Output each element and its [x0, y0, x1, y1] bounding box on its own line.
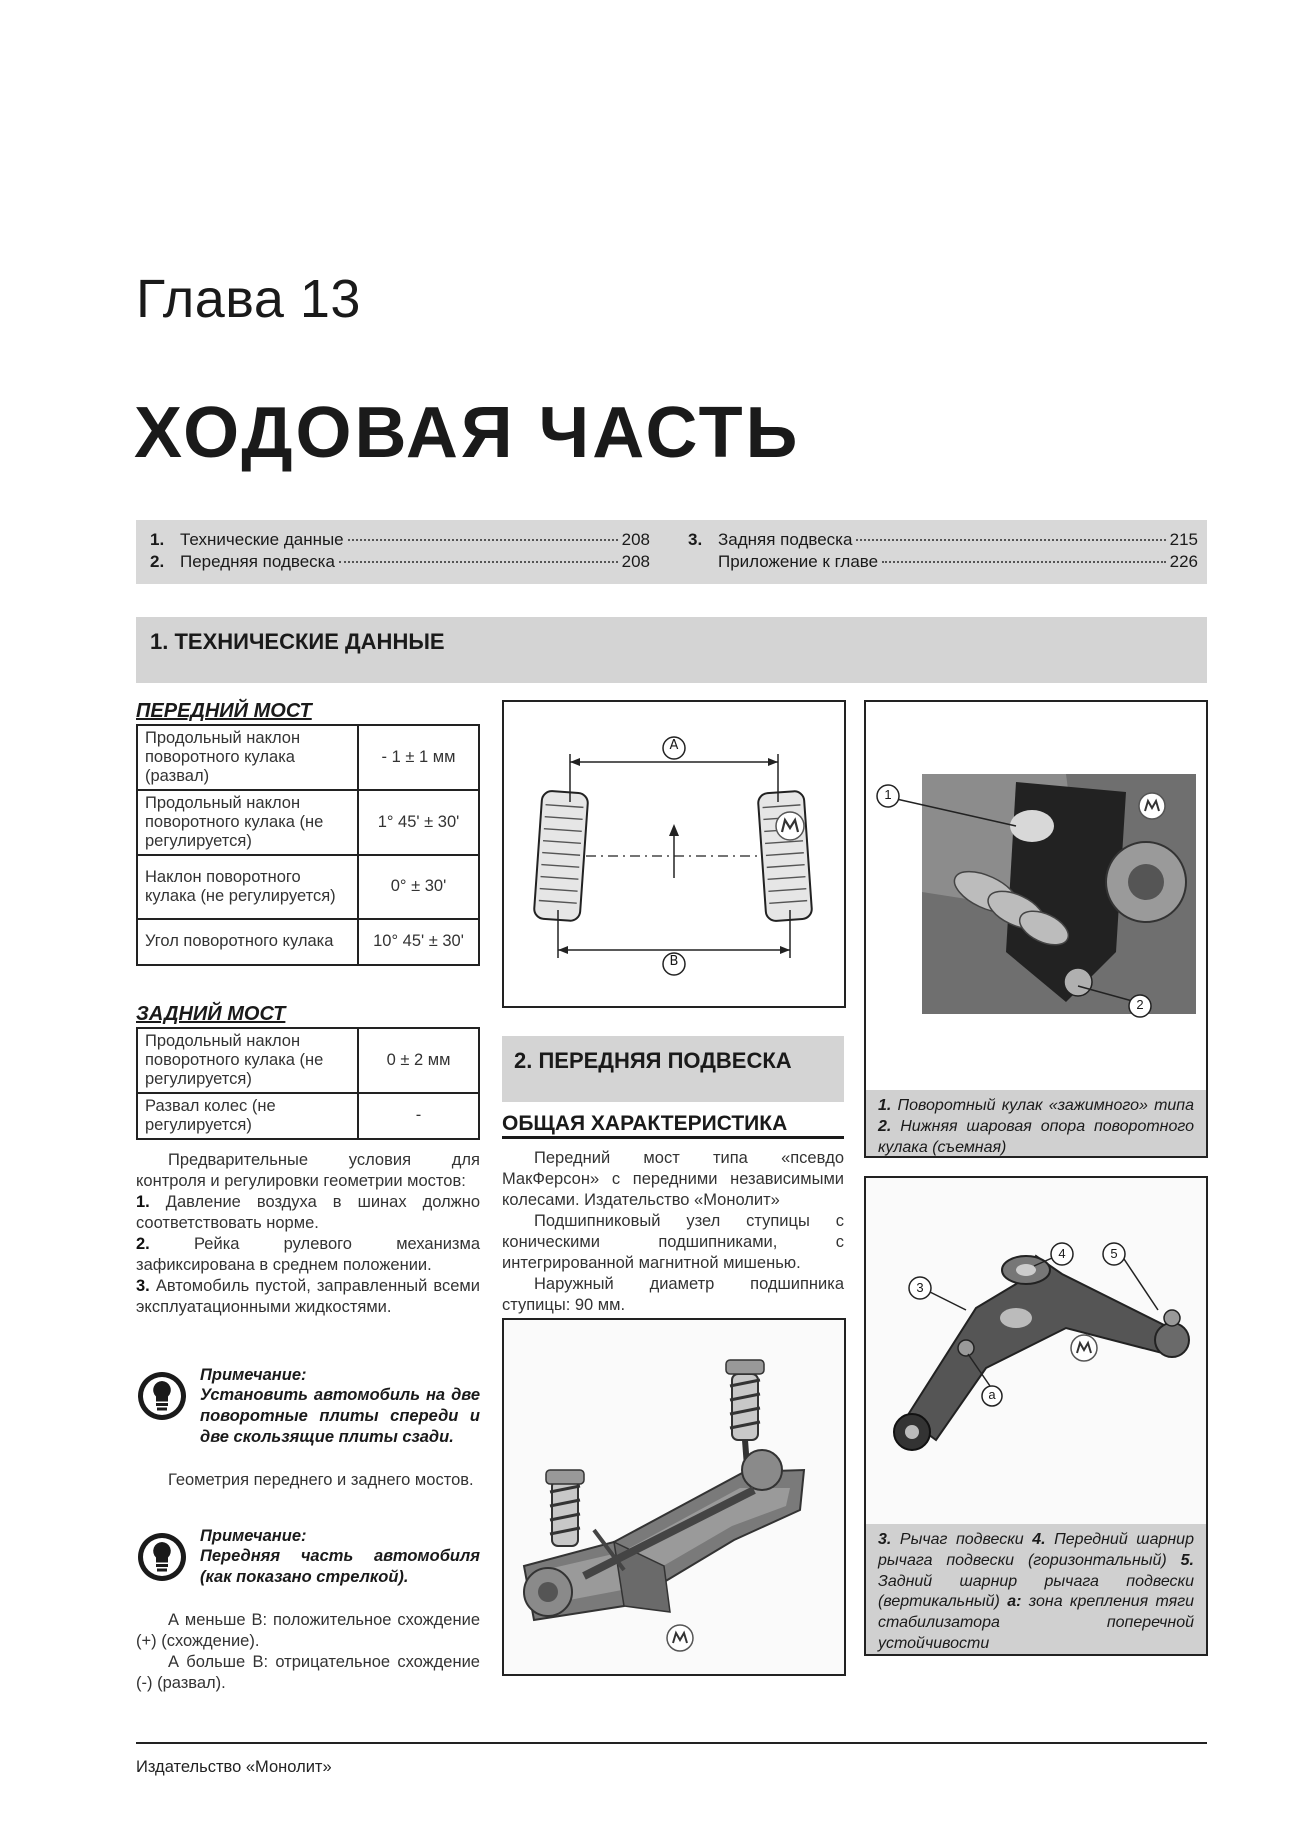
toc-entry[interactable]	[150, 552, 650, 572]
toc-entry[interactable]	[688, 552, 1198, 572]
toc-number: 1.	[150, 530, 165, 549]
rear-axle-table	[136, 1027, 480, 1140]
monolit-logo-icon	[667, 1625, 693, 1651]
callout-3: 3	[916, 1280, 924, 1295]
section-title: 2. ПЕРЕДНЯЯ ПОДВЕСКА	[514, 1048, 792, 1073]
item-number: 1.	[136, 1192, 150, 1211]
callout-5: 5	[1110, 1246, 1118, 1261]
caption-num: 2.	[878, 1117, 892, 1135]
toc-page: 208	[621, 530, 650, 549]
callout-2: 2	[1136, 997, 1144, 1012]
section-title: 1. ТЕХНИЧЕСКИЕ ДАННЫЕ	[150, 629, 445, 654]
rear-axle-heading: ЗАДНИЙ МОСТ	[136, 1003, 286, 1025]
item-text: Давление воздуха в шинах должно соответствовать норме.	[136, 1192, 480, 1232]
value-cell: 1° 45' ± 30'	[358, 790, 479, 855]
table-row	[137, 1028, 479, 1093]
dimension-a-label: A	[669, 738, 679, 753]
caption-text: Передний шарнир рычага подвески (горизонтальный)	[878, 1531, 1194, 1569]
list-item	[136, 1234, 480, 1276]
general-heading: ОБЩАЯ ХАРАКТЕРИСТИКА	[502, 1112, 844, 1139]
caption-text: зона крепления тяги стабилизатора поперечной устойчивости	[878, 1593, 1195, 1652]
note-text: Установить автомобиль на две поворотные плиты спереди и две скользящие плиты сзади.	[200, 1386, 480, 1446]
section-header-tech-data	[136, 617, 1207, 683]
note-text: Передняя часть автомобиля (как показано стрелкой).	[200, 1547, 480, 1586]
param-cell: Продольный наклон поворотного кулака (не регулируется)	[137, 1028, 358, 1093]
knuckle-caption	[864, 1090, 1208, 1158]
caption-num: 4.	[1032, 1531, 1046, 1548]
caption-text: Нижняя шаровая опора поворотного кулака (съемная)	[878, 1117, 1194, 1156]
geometry-paragraph	[136, 1470, 480, 1491]
geometry-text: Геометрия переднего и заднего мостов.	[168, 1471, 474, 1489]
chapter-number: Глава 13	[136, 269, 361, 329]
front-axle-table	[136, 724, 480, 966]
toc-label: Приложение к главе	[718, 552, 879, 571]
value-cell: 0° ± 30'	[358, 855, 479, 919]
callout-4: 4	[1058, 1246, 1066, 1261]
lightbulb-note-icon	[136, 1370, 188, 1422]
monolit-logo-icon	[776, 812, 804, 840]
toc-label: Технические данные	[180, 530, 344, 549]
subframe-illustration	[504, 1320, 844, 1674]
item-number: 3.	[136, 1276, 150, 1295]
toc-page: 215	[1169, 530, 1198, 549]
toc-leader	[882, 561, 1166, 563]
item-number: 2.	[136, 1234, 150, 1253]
toc-label: Задняя подвеска	[718, 530, 853, 549]
monolit-logo-icon	[1071, 1335, 1097, 1361]
chapter-title: ХОДОВАЯ ЧАСТЬ	[134, 393, 801, 473]
left-wheel-icon	[534, 790, 589, 921]
param-cell: Угол поворотного кулака	[137, 919, 358, 965]
toe-less: А меньше В: положительное схождение (+) (схождение).	[136, 1611, 480, 1650]
param-cell: Продольный наклон поворотного кулака (развал)	[137, 725, 358, 790]
conditions-block	[136, 1150, 480, 1318]
knuckle-photo	[864, 700, 1208, 1092]
param-cell: Развал колес (не регулируется)	[137, 1093, 358, 1139]
general-p2: Подшипниковый узел ступицы с коническими подшипниками, с интегрированной магнитной мишенью.	[502, 1211, 844, 1272]
note-1	[136, 1366, 480, 1448]
caption-num: 3.	[878, 1531, 892, 1548]
list-item	[136, 1276, 480, 1318]
toe-more: А больше В: отрицательное схождение (-) (развал).	[136, 1652, 480, 1692]
note-title: Примечание:	[200, 1366, 307, 1384]
table-row	[137, 919, 479, 965]
param-cell: Продольный наклон поворотного кулака (не регулируется)	[137, 790, 358, 855]
toc-page: 208	[621, 552, 650, 571]
caption-num: 5.	[1180, 1551, 1194, 1569]
footer-publisher: Издательство «Монолит»	[136, 1758, 332, 1776]
list-item	[136, 1192, 480, 1234]
toe-diagram	[502, 700, 846, 1008]
dimension-b-label: B	[669, 954, 679, 969]
monolit-logo-icon	[1139, 793, 1165, 819]
item-text: Рейка рулевого механизма зафиксирована в среднем положении.	[136, 1234, 481, 1274]
table-row	[137, 1093, 479, 1139]
param-cell: Наклон поворотного кулака (не регулируется)	[137, 855, 358, 919]
conditions-intro: Предварительные условия для контроля и регулировки геометрии мостов:	[136, 1151, 480, 1190]
front-axle-heading: ПЕРЕДНИЙ МОСТ	[136, 700, 312, 722]
table-of-contents	[136, 520, 1207, 584]
table-row	[137, 725, 479, 790]
toc-leader	[348, 539, 618, 541]
caption-text: Задний шарнир рычага подвески (вертикальный)	[878, 1572, 1194, 1611]
toc-label: Передняя подвеска	[180, 552, 335, 571]
toc-number: 2.	[150, 552, 165, 571]
note-title: Примечание:	[200, 1527, 307, 1545]
general-p1: Передний мост типа «псевдо МакФерсон» с передними независимыми колесами. Издательство «Монолит»	[502, 1149, 844, 1209]
caption-text: Поворотный кулак «зажимного» типа	[897, 1097, 1194, 1114]
value-cell: 10° 45' ± 30'	[358, 919, 479, 965]
caption-num: a:	[1007, 1593, 1022, 1611]
toc-leader	[856, 539, 1165, 541]
lightbulb-note-icon	[136, 1531, 188, 1583]
toc-entry[interactable]	[150, 530, 650, 550]
item-text: Автомобиль пустой, заправленный всеми эксплуатационными жидкостями.	[136, 1276, 480, 1316]
general-text	[502, 1148, 844, 1316]
toc-number: 3.	[688, 530, 703, 549]
control-arm-photo	[864, 1176, 1208, 1526]
value-cell: 0 ± 2 мм	[358, 1028, 479, 1093]
right-wheel-icon	[758, 791, 813, 922]
caption-text: Рычаг подвески	[899, 1531, 1024, 1548]
subframe-photo	[502, 1318, 846, 1676]
knuckle-illustration	[866, 702, 1206, 1090]
value-cell: -	[358, 1093, 479, 1139]
table-row	[137, 790, 479, 855]
general-p3: Наружный диаметр подшипника ступицы: 90 мм.	[502, 1274, 844, 1314]
value-cell: - 1 ± 1 мм	[358, 725, 479, 790]
control-arm-illustration	[866, 1178, 1206, 1524]
footer-divider	[136, 1742, 1207, 1744]
section-header-front-suspension	[502, 1036, 844, 1102]
toc-entry[interactable]	[688, 530, 1198, 550]
caption-num: 1.	[878, 1097, 892, 1114]
control-arm-caption	[864, 1524, 1208, 1656]
note-2	[136, 1527, 480, 1588]
callout-a: a	[988, 1387, 996, 1402]
toe-paragraph	[136, 1610, 480, 1694]
table-row	[137, 855, 479, 919]
toc-page: 226	[1169, 552, 1198, 571]
callout-1: 1	[884, 787, 892, 802]
toc-leader	[339, 561, 618, 563]
